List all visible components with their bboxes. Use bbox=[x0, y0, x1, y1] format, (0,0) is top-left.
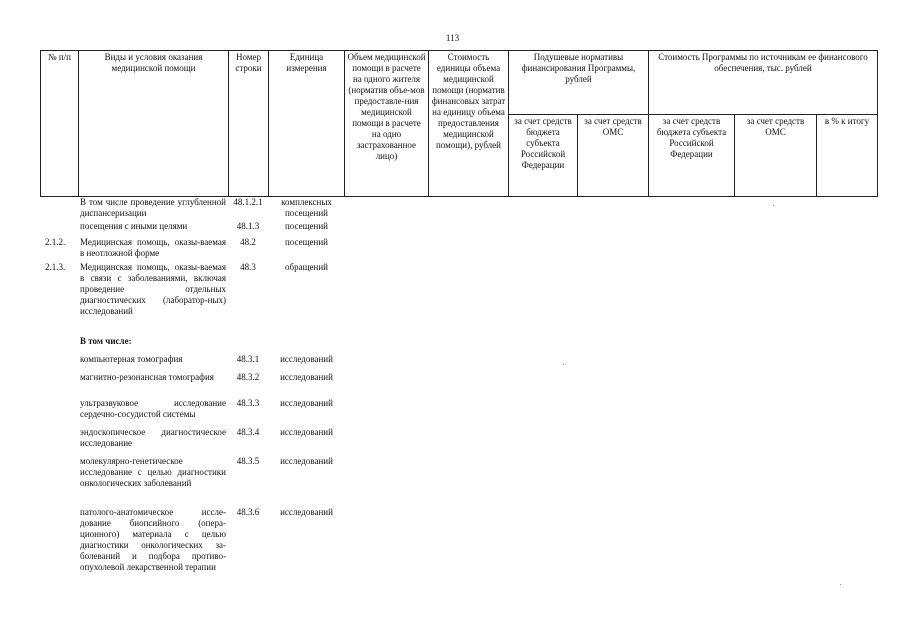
table-row bbox=[40, 427, 345, 456]
table-row bbox=[40, 398, 345, 427]
row-line-code: 48.3.3 bbox=[236, 398, 260, 408]
row-number: 2.1.2. bbox=[45, 237, 66, 247]
row-unit: исследований bbox=[280, 354, 333, 364]
header-line: Номер строки bbox=[229, 51, 269, 197]
row-number bbox=[40, 336, 78, 354]
row-number bbox=[40, 372, 78, 398]
header-type: Виды и условия оказания медицинской помощи bbox=[79, 51, 229, 197]
row-name: эндоскопическое диагностическое исследование bbox=[80, 427, 226, 448]
row-number bbox=[40, 507, 78, 593]
table-row bbox=[40, 354, 345, 372]
row-line-code: 48.3.5 bbox=[236, 456, 260, 466]
row-name: магнитно-резонансная томография bbox=[80, 372, 214, 382]
row-unit: комплексных посещений bbox=[281, 197, 332, 218]
row-line-code: 48.1.3 bbox=[236, 221, 260, 231]
table-row bbox=[40, 507, 345, 593]
row-number bbox=[40, 456, 78, 507]
table-row bbox=[40, 262, 345, 336]
row-unit: посещений bbox=[284, 237, 328, 247]
row-number bbox=[40, 398, 78, 427]
scan-speck bbox=[773, 205, 774, 206]
header-sub-oms: за счет средств ОМС bbox=[578, 115, 649, 197]
row-name: Медицинская помощь, оказы-ваемая в неотложной форме bbox=[80, 237, 226, 258]
table-row bbox=[40, 336, 345, 354]
row-line-code: 48.3 bbox=[240, 262, 256, 272]
table-row bbox=[40, 456, 345, 507]
row-unit: исследований bbox=[280, 507, 333, 517]
row-unit: обращений bbox=[285, 262, 328, 272]
header-num: № п/п bbox=[41, 51, 79, 197]
header-unit: Единица измерения bbox=[269, 51, 345, 197]
row-number bbox=[40, 354, 78, 372]
row-unit: посещений bbox=[284, 221, 328, 231]
table-row bbox=[40, 221, 345, 237]
row-unit bbox=[268, 336, 345, 354]
row-unit: исследований bbox=[280, 372, 333, 382]
header-table bbox=[40, 50, 878, 197]
row-line-code: 48.3.6 bbox=[236, 507, 260, 517]
page-number: 113 bbox=[445, 33, 460, 43]
row-unit: исследований bbox=[280, 427, 333, 437]
row-line-code: 48.1.2.1 bbox=[233, 197, 263, 207]
row-unit: исследований bbox=[280, 398, 333, 408]
row-name: посещения с иными целями bbox=[80, 221, 188, 231]
header-volume: Объем медицинской помощи в расчете на одного жителя (норматив объе-мов предоставле-ния медицинской помощи в расчете на одно застрахованное лицо) bbox=[345, 51, 429, 197]
rows-table bbox=[40, 197, 345, 593]
row-name: компьютерная томография bbox=[80, 354, 183, 364]
header-sub-oms-2: за счет средств ОМС bbox=[735, 115, 817, 197]
row-name: В том числе проведение углубленной диспансеризации bbox=[80, 197, 226, 218]
table-row bbox=[40, 237, 345, 262]
row-line-code: 48.2 bbox=[240, 237, 256, 247]
header-sub-percent: в % к итогу bbox=[817, 115, 878, 197]
row-unit: исследований bbox=[280, 456, 333, 466]
row-name: В том числе: bbox=[80, 336, 132, 346]
scan-speck bbox=[563, 364, 564, 365]
row-name: ультразвуковое исследование сердечно-сосудистой системы bbox=[80, 398, 226, 419]
header-cost: Стоимость единицы объема медицинской помощи (норматив финансовых затрат на единицу объема предоставления медицинской помощи), рублей bbox=[429, 51, 509, 197]
row-line-code: 48.3.4 bbox=[236, 427, 260, 437]
row-number bbox=[40, 197, 78, 221]
row-line-code: 48.3.2 bbox=[236, 372, 260, 382]
table-row bbox=[40, 197, 345, 221]
row-name: патолого-анатомическое иссле-дование биопсийного (опера-ционного) материала с целью диагностики онкологических за-болеваний и подбора противо-опухолевой лекарственной терапии bbox=[80, 507, 226, 572]
row-number bbox=[40, 427, 78, 456]
header-sub-budget-2: за счет средств бюджета субъекта Российской Федерации bbox=[649, 115, 735, 197]
row-number: 2.1.3. bbox=[45, 262, 66, 272]
header-per-capita: Подушевые нормативы финансирования Программы, рублей bbox=[509, 51, 649, 115]
row-name: Медицинская помощь, оказы-ваемая в связи с заболеваниями, включая проведение отдельных диагностических (лаборатор-ных) исследований bbox=[80, 262, 226, 316]
header-sub-budget: за счет средств бюджета субъекта Российской Федерации bbox=[509, 115, 578, 197]
header-program-cost: Стоимость Программы по источникам ее финансового обеспечения, тыс. рублей bbox=[649, 51, 878, 115]
row-name: молекулярно-генетическое исследование с целью диагностики онкологических заболеваний bbox=[80, 456, 226, 488]
row-line-code bbox=[228, 336, 268, 354]
row-number bbox=[40, 221, 78, 237]
scan-speck bbox=[840, 584, 841, 585]
table-row bbox=[40, 372, 345, 398]
row-line-code: 48.3.1 bbox=[236, 354, 260, 364]
